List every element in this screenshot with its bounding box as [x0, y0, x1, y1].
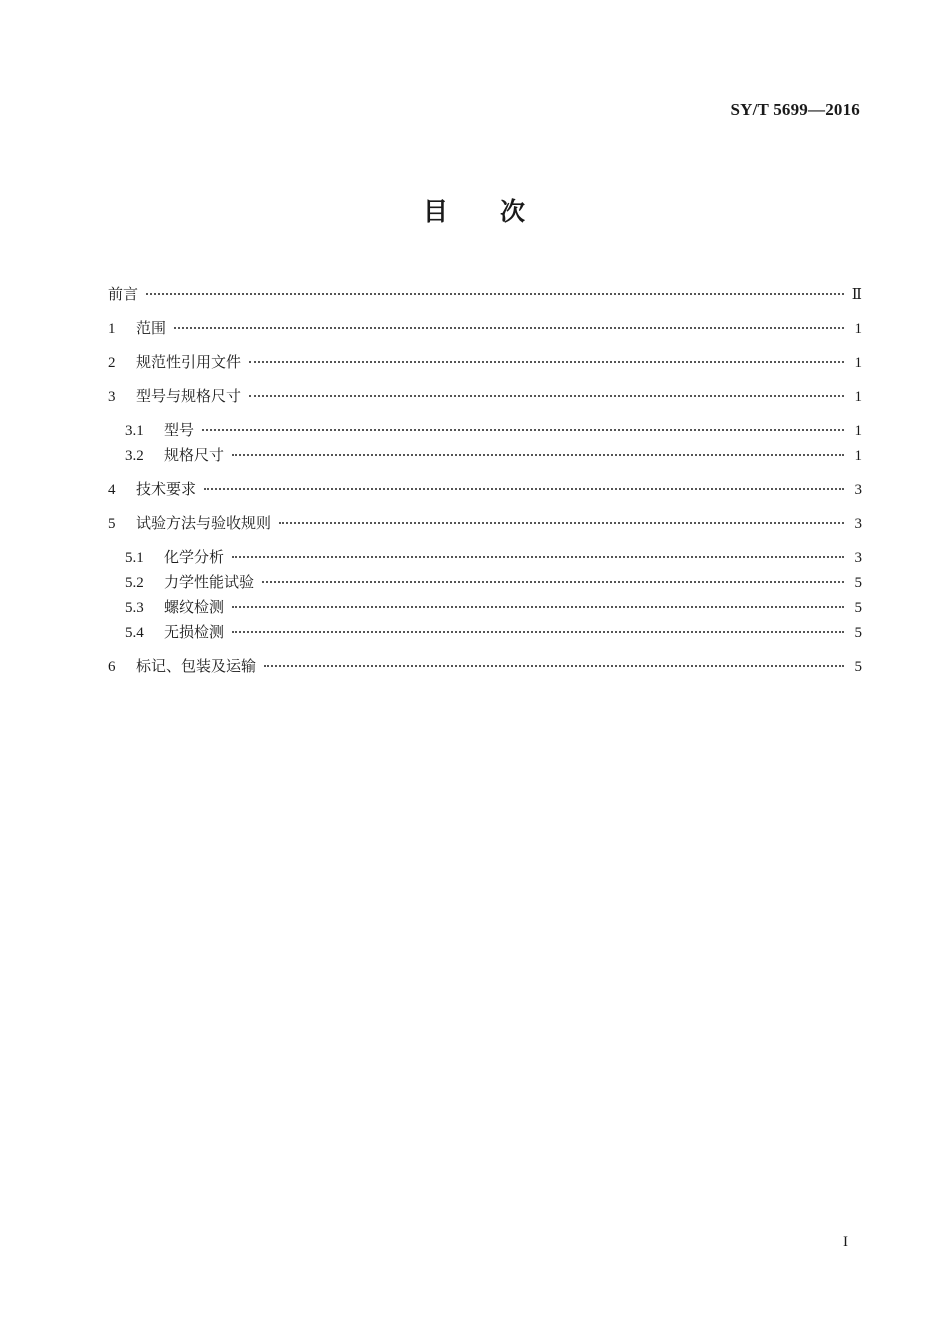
toc-entry-label: 螺纹检测 — [164, 598, 225, 616]
toc-entry-label: 型号与规格尺寸 — [136, 387, 242, 405]
toc-entry-number: 2 — [108, 355, 116, 371]
toc-leader-dots — [249, 361, 844, 363]
toc-entry-number: 3 — [108, 389, 116, 405]
toc-leader-dots — [174, 327, 844, 329]
toc-entry-label: 力学性能试验 — [164, 573, 255, 591]
page-number: I — [843, 1234, 848, 1250]
toc-entry-foreword[interactable] — [108, 282, 862, 307]
toc-entry-label: 技术要求 — [136, 480, 197, 498]
toc-entry-page: 1 — [854, 423, 862, 439]
toc-entry-number: 4 — [108, 482, 116, 498]
toc-leader-dots — [202, 429, 844, 431]
toc-entry-number: 5.1 — [125, 550, 144, 566]
toc-entry-number: 3.1 — [125, 423, 144, 439]
toc-entry-5-3[interactable] — [108, 595, 862, 620]
toc-entry-page: Ⅱ — [851, 287, 862, 303]
toc-leader-dots — [264, 665, 844, 667]
toc-title — [0, 192, 950, 228]
toc-entry-3-1[interactable] — [108, 418, 862, 443]
toc-leader-dots — [262, 581, 844, 583]
toc-entry-label: 前言 — [108, 285, 139, 303]
standard-code: SY/T 5699—2016 — [730, 100, 860, 119]
toc-entry-5-4[interactable] — [108, 620, 862, 645]
toc-leader-dots — [232, 556, 844, 558]
toc-entry-number: 5.4 — [125, 625, 144, 641]
toc-leader-dots — [232, 631, 844, 633]
toc-entry-5-2[interactable] — [108, 570, 862, 595]
toc-entry-page: 3 — [854, 482, 862, 498]
toc-entry-label: 范围 — [136, 319, 167, 337]
toc-entry-5-1[interactable] — [108, 545, 862, 570]
toc-entry-number: 5.3 — [125, 600, 144, 616]
toc-entry-1[interactable] — [108, 316, 862, 341]
toc-entry-label: 规范性引用文件 — [136, 353, 242, 371]
toc-entry-page: 1 — [854, 321, 862, 337]
toc-entry-page: 1 — [854, 355, 862, 371]
toc-entry-page: 5 — [854, 659, 862, 675]
toc-entry-label: 试验方法与验收规则 — [136, 514, 272, 532]
toc-leader-dots — [232, 606, 844, 608]
toc-leader-dots — [249, 395, 844, 397]
toc-title-char-2: 次 — [500, 197, 528, 226]
toc-entry-number: 5 — [108, 516, 116, 532]
toc-entry-label: 标记、包装及运输 — [136, 657, 257, 675]
toc-entry-4[interactable] — [108, 477, 862, 502]
toc-entry-3-2[interactable] — [108, 443, 862, 468]
toc-leader-dots — [279, 522, 844, 524]
toc-title-char-1: 目 — [422, 197, 450, 226]
toc-entry-number: 3.2 — [125, 448, 144, 464]
toc-entry-page: 5 — [854, 625, 862, 641]
toc-entry-label: 规格尺寸 — [164, 446, 225, 464]
toc-entry-number: 5.2 — [125, 575, 144, 591]
toc-entry-label: 无损检测 — [164, 623, 225, 641]
toc-entry-number: 6 — [108, 659, 116, 675]
toc-entry-2[interactable] — [108, 350, 862, 375]
toc-leader-dots — [146, 293, 844, 295]
toc-leader-dots — [204, 488, 844, 490]
toc-entry-label: 化学分析 — [164, 548, 225, 566]
toc-entry-number: 1 — [108, 321, 116, 337]
toc-entry-page: 3 — [854, 516, 862, 532]
toc-entry-page: 1 — [854, 448, 862, 464]
toc-entry-page: 5 — [854, 600, 862, 616]
toc-entry-5[interactable] — [108, 511, 862, 536]
toc-leader-dots — [232, 454, 844, 456]
toc-entry-3[interactable] — [108, 384, 862, 409]
toc-entry-6[interactable] — [108, 654, 862, 679]
toc-entry-label: 型号 — [164, 421, 195, 439]
toc-entry-page: 3 — [854, 550, 862, 566]
toc-entry-page: 5 — [854, 575, 862, 591]
toc-entry-page: 1 — [854, 389, 862, 405]
table-of-contents — [108, 282, 862, 688]
